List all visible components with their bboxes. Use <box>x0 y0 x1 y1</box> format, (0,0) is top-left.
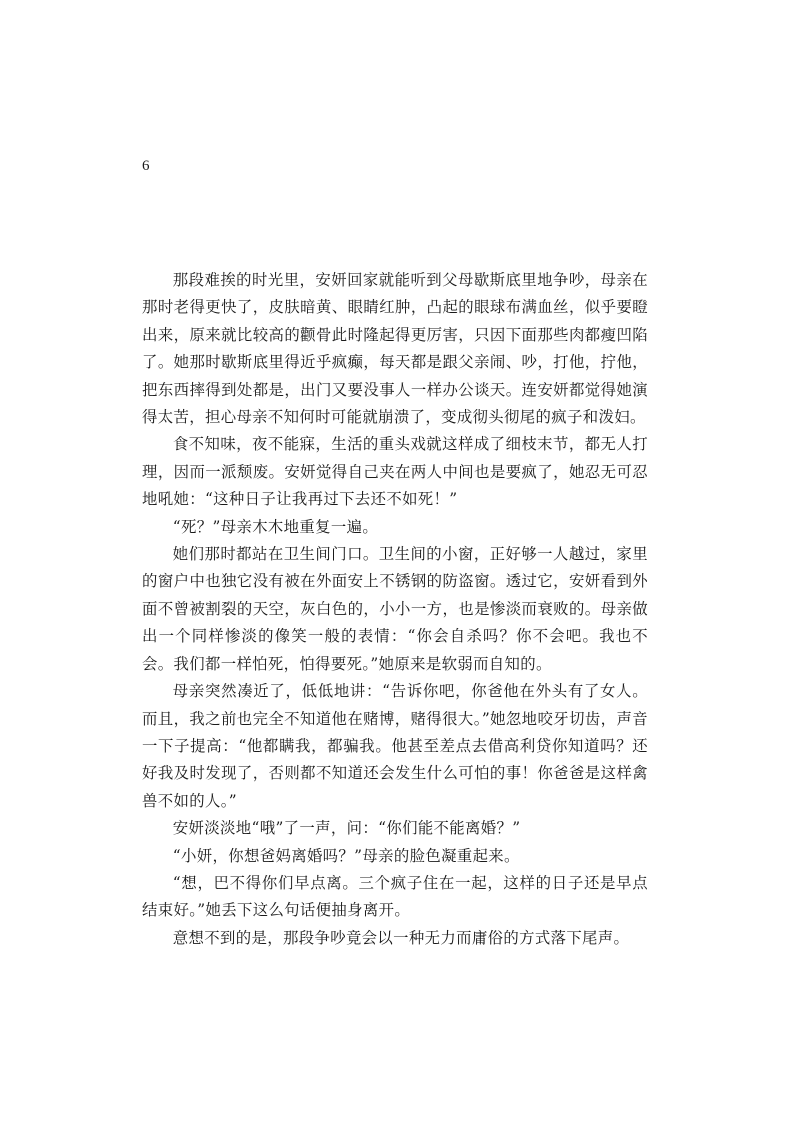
body-text <box>142 267 648 952</box>
paragraph: 安妍淡淡地“哦”了一声，问：“你们能不能离婚？” <box>172 819 521 838</box>
paragraph: 母亲突然凑近了，低低地讲：“告诉你吧，你爸他在外头有了女人。而且，我之前也完全不知道他在赌博，赌得很大。”她忽地咬牙切齿，声音一下子提高：“他都瞒我，都骗我。他甚至差点去借高利贷你知道吗？还好我及时发现了，否则都不知道还会发生什么可怕的事！你爸爸是这样禽兽不如的人。” <box>142 682 648 810</box>
paragraph: 那段难挨的时光里，安妍回家就能听到父母歇斯底里地争吵，母亲在那时老得更快了，皮肤暗黄、眼睛红肿，凸起的眼球布满血丝，似乎要瞪出来，原来就比较高的颧骨此时隆起得更厉害，只因下面那些肉都瘦凹陷了。她那时歇斯底里得近乎疯癫，每天都是跟父亲闹、吵，打他，拧他，把东西摔得到处都是，出门又要没事人一样办公谈天。连安妍都觉得她演得太苦，担心母亲不知何时可能就崩溃了，变成彻头彻尾的疯子和泼妇。 <box>142 271 648 427</box>
page-number: 6 <box>142 158 150 174</box>
paragraph: “想，巴不得你们早点离。三个疯子住在一起，这样的日子还是早点结束好。”她丢下这么句话便抽身离开。 <box>142 873 648 920</box>
paragraph: “小妍，你想爸妈离婚吗？”母亲的脸色凝重起来。 <box>172 846 520 865</box>
paragraph: “死？”母亲木木地重复一遍。 <box>172 517 379 536</box>
paragraph: 意想不到的是，那段争吵竟会以一种无力而庸俗的方式落下尾声。 <box>172 928 630 947</box>
paragraph: 她们那时都站在卫生间门口。卫生间的小窗，正好够一人越过，家里的窗户中也独它没有被在外面安上不锈钢的防盗窗。透过它，安妍看到外面不曾被割裂的天空，灰白色的，小小一方，也是惨淡而衰败的。母亲做出一个同样惨淡的像笑一般的表情：“你会自杀吗？你不会吧。我也不会。我们都一样怕死，怕得要死。”她原来是软弱而自知的。 <box>142 545 648 673</box>
paragraph: 食不知味，夜不能寐，生活的重头戏就这样成了细枝末节，都无人打理，因而一派颓废。安妍觉得自己夹在两人中间也是要疯了，她忍无可忍地吼她：“这种日子让我再过下去还不如死！” <box>142 435 648 509</box>
